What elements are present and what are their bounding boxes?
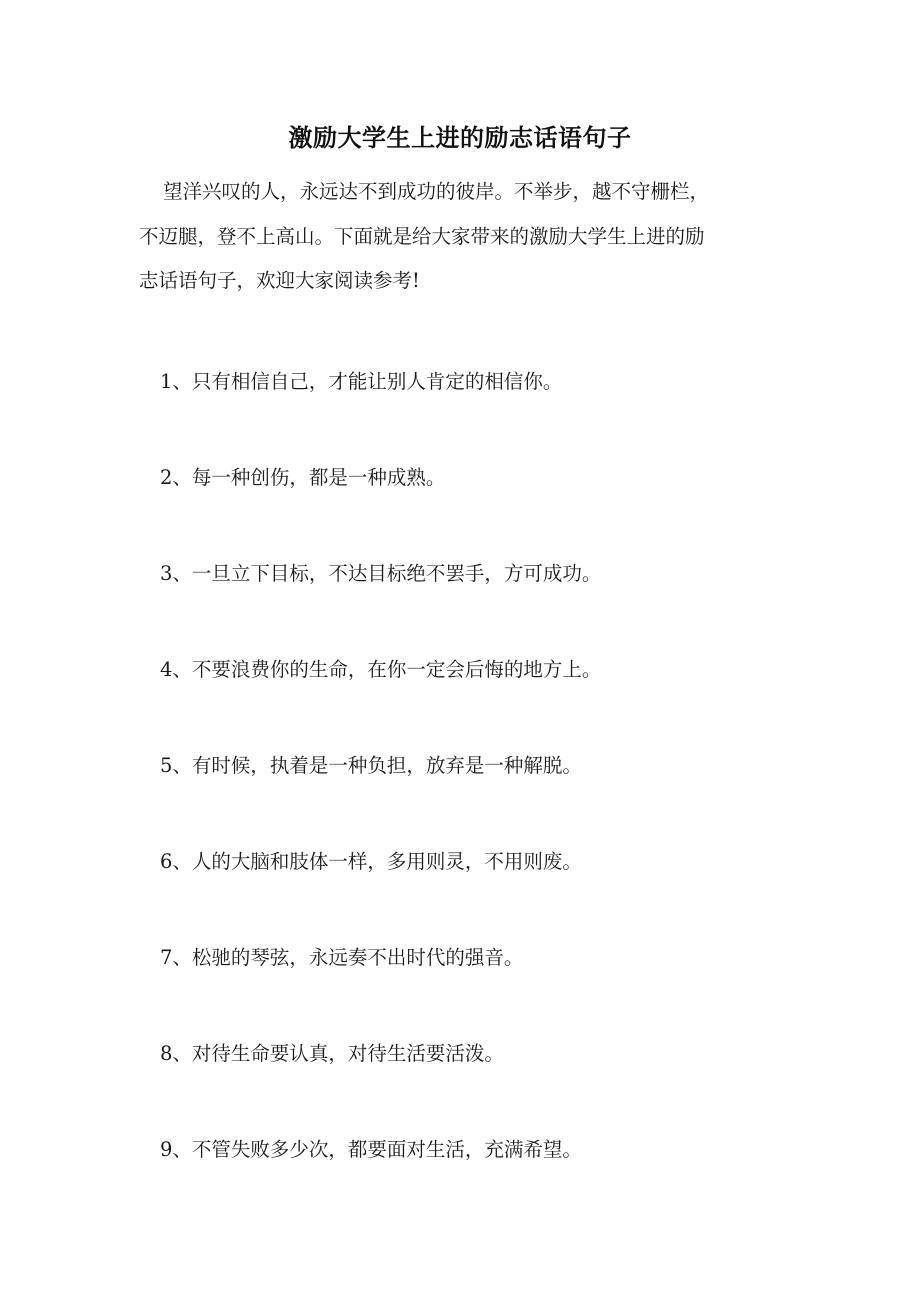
list-item: 8、对待生命要认真，对待生活要活泼。 bbox=[160, 1042, 504, 1065]
list-item: 7、松驰的琴弦，永远奏不出时代的强音。 bbox=[160, 946, 524, 969]
list-item: 6、人的大脑和肢体一样，多用则灵，不用则废。 bbox=[160, 850, 582, 873]
intro-paragraph bbox=[139, 170, 779, 304]
list-item: 5、有时候，执着是一种负担，放弃是一种解脱。 bbox=[160, 754, 582, 777]
intro-line: 不迈腿，登不上高山。下面就是给大家带来的激励大学生上进的励 bbox=[139, 224, 705, 248]
intro-line: 望洋兴叹的人，永远达不到成功的彼岸。不举步，越不守栅栏， bbox=[163, 180, 710, 203]
list-item: 1、只有相信自己，才能让别人肯定的相信你。 bbox=[160, 370, 563, 393]
list-item: 9、不管失败多少次，都要面对生活，充满希望。 bbox=[160, 1138, 582, 1161]
list-item: 4、不要浪费你的生命，在你一定会后悔的地方上。 bbox=[160, 658, 602, 681]
document-title: 激励大学生上进的励志话语句子 bbox=[288, 124, 632, 152]
list-item: 3、一旦立下目标，不达目标绝不罢手，方可成功。 bbox=[160, 562, 602, 585]
list-item: 2、每一种创伤，都是一种成熟。 bbox=[160, 466, 446, 489]
intro-line: 志话语句子，欢迎大家阅读参考! bbox=[139, 269, 420, 292]
